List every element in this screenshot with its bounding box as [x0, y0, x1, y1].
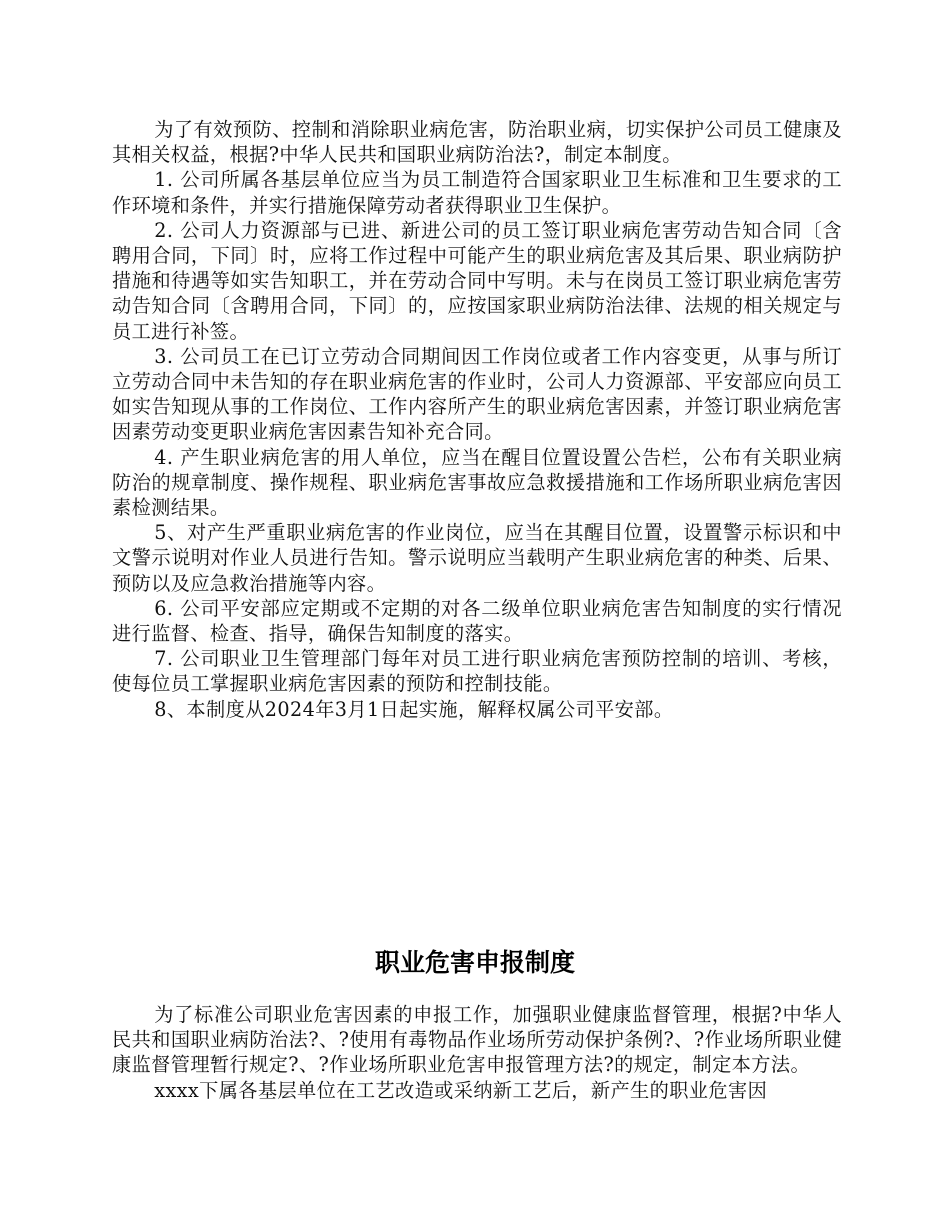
clause-paragraph: 8、本制度从2024年3月1日起实施，解释权属公司平安部。 [154, 697, 674, 721]
clause-paragraph: 5、对产生严重职业病危害的作业岗位，应当在其醒目位置，设置警示标识和中文警示说明对作业人员进行告知。警示说明应当载明产生职业病危害的种类、后果、预防以及应急救治措施等内容。 [112, 521, 842, 595]
clause-paragraph: 3. 公司员工在已订立劳动合同期间因工作岗位或者工作内容变更，从事与所订立劳动合同中未告知的存在职业病危害的作业时，公司人力资源部、平安部应向员工如实告知现从事的工作岗位、工作内容所产生的职业病危害因素，并签订职业病危害因素劳动变更职业病危害因素告知补充合同。 [112, 344, 842, 444]
clause-paragraph: xxxx下属各基层单位在工艺改造或采纳新工艺后，新产生的职业危害因 [154, 1078, 768, 1102]
clause-paragraph: 1. 公司所属各基层单位应当为员工制造符合国家职业卫生标准和卫生要求的工作环境和条件，并实行措施保障劳动者获得职业卫生保护。 [112, 168, 842, 217]
intro-paragraph: 为了标准公司职业危害因素的申报工作，加强职业健康监督管理，根据?中华人民共和国职业病防治法?、?使用有毒物品作业场所劳动保护条例?、?作业场所职业健康监督管理暂行规定?、?作业场所职业危害申报管理方法?的规定，制定本方法。 [112, 1003, 842, 1077]
section-title: 职业危害申报制度 [374, 948, 575, 977]
clause-paragraph: 6. 公司平安部应定期或不定期的对各二级单位职业病危害告知制度的实行情况进行监督、检查、指导，确保告知制度的落实。 [112, 596, 842, 646]
clause-paragraph: 7. 公司职业卫生管理部门每年对员工进行职业病危害预防控制的培训、考核，使每位员工掌握职业病危害因素的预防和控制技能。 [112, 647, 842, 696]
declaration-policy-body [112, 1002, 842, 1103]
clause-paragraph: 4. 产生职业病危害的用人单位，应当在醒目位置设置公告栏，公布有关职业病防治的规章制度、操作规程、职业病危害事故应急救援措施和工作场所职业病危害因素检测结果。 [112, 445, 842, 520]
intro-paragraph: 为了有效预防、控制和消除职业病危害，防治职业病，切实保护公司员工健康及其相关权益，根据?中华人民共和国职业病防治法?，制定本制度。 [112, 118, 842, 167]
clause-paragraph: 2. 公司人力资源部与已进、新进公司的员工签订职业病危害劳动告知合同〔含聘用合同，下同〕时，应将工作过程中可能产生的职业病危害及其后果、职业病防护措施和待遇等如实告知职工，并在劳动合同中写明。未与在岗员工签订职业病危害劳动告知合同〔含聘用合同，下同〕的，应按国家职业病防治法律、法规的相关规定与员工进行补签。 [112, 218, 842, 343]
notification-policy-body [112, 117, 842, 722]
